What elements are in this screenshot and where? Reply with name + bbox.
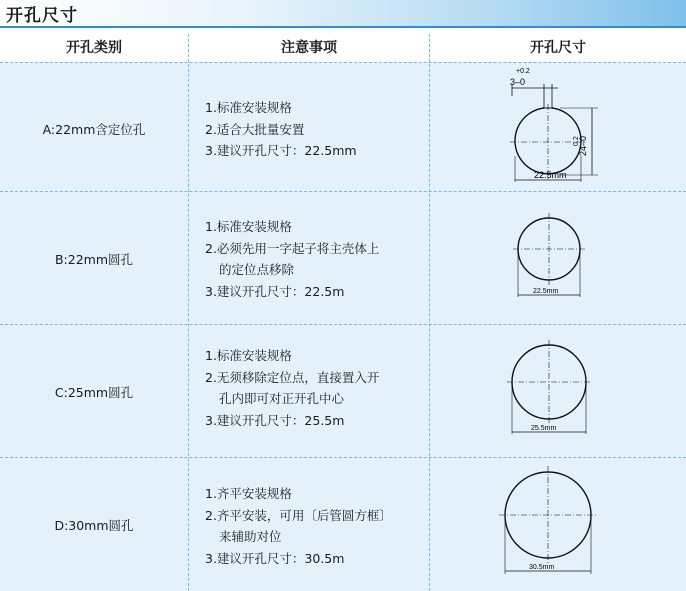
- category-d: D:30mm圆孔: [54, 518, 134, 533]
- note-line: 3.建议开孔尺寸：22.5mm: [205, 143, 357, 158]
- note-line: 孔内即可对正开孔中心: [219, 391, 345, 406]
- col-header-size: 开孔尺寸: [430, 34, 686, 62]
- notes-d: [205, 483, 392, 569]
- note-line: 3.建议开孔尺寸：30.5m: [205, 550, 345, 566]
- notes-a: [205, 97, 357, 162]
- category-b: B:22mm圆孔: [54, 252, 134, 267]
- col-header-category: 开孔类别: [0, 34, 188, 62]
- slot-width-label: 3–0: [510, 77, 526, 87]
- row-divider: [0, 62, 686, 63]
- note-line: 来辅助对位: [219, 529, 282, 544]
- row-divider: [0, 191, 686, 192]
- diameter-label: 22.5mm: [534, 170, 567, 180]
- notes-b: [205, 216, 379, 302]
- note-line: 3.建议开孔尺寸：22.5m: [205, 283, 345, 299]
- row-divider: [0, 457, 686, 458]
- note-line: 3.建议开孔尺寸：25.5m: [205, 412, 345, 428]
- cutout-diagram-a: [500, 66, 610, 186]
- note-line: 2.必须先用一字起子将主壳体上: [205, 240, 380, 256]
- note-line: 的定位点移除: [219, 262, 295, 277]
- cutout-diagram-c: [500, 334, 600, 439]
- diameter-label: 30.5mm: [529, 564, 555, 571]
- note-line: 1.标准安装规格: [205, 348, 292, 363]
- cutout-table: [0, 34, 686, 591]
- page-title: 开孔尺寸: [6, 6, 78, 26]
- cutout-diagram-d: [495, 464, 605, 579]
- note-line: 2.齐平安装，可用〔后管圆方框〕: [205, 507, 392, 523]
- height-tolerance-label: 0.2: [573, 136, 580, 146]
- note-line: 1.标准安装规格: [205, 100, 292, 115]
- note-line: 2.无须移除定位点，直接置入开: [205, 369, 380, 385]
- cutout-diagram-b: [505, 209, 595, 304]
- title-bar: [0, 0, 686, 26]
- note-line: 2.适合大批量安置: [205, 121, 305, 137]
- height-label: 24–0: [578, 135, 588, 156]
- note-line: 1.标准安装规格: [205, 219, 292, 234]
- col-divider: [188, 34, 189, 591]
- note-line: 1.齐平安装规格: [205, 486, 292, 501]
- slot-tolerance-label: +0.2: [516, 68, 530, 75]
- row-divider: [0, 324, 686, 325]
- col-divider: [429, 34, 430, 591]
- notes-c: [205, 345, 379, 431]
- diameter-label: 25.5mm: [531, 425, 557, 432]
- category-c: C:25mm圆孔: [54, 385, 134, 400]
- diameter-label: 22.5mm: [533, 288, 559, 295]
- col-header-notes: 注意事项: [189, 34, 429, 62]
- category-a: A:22mm含定位孔: [42, 122, 146, 137]
- title-underline: [0, 26, 686, 28]
